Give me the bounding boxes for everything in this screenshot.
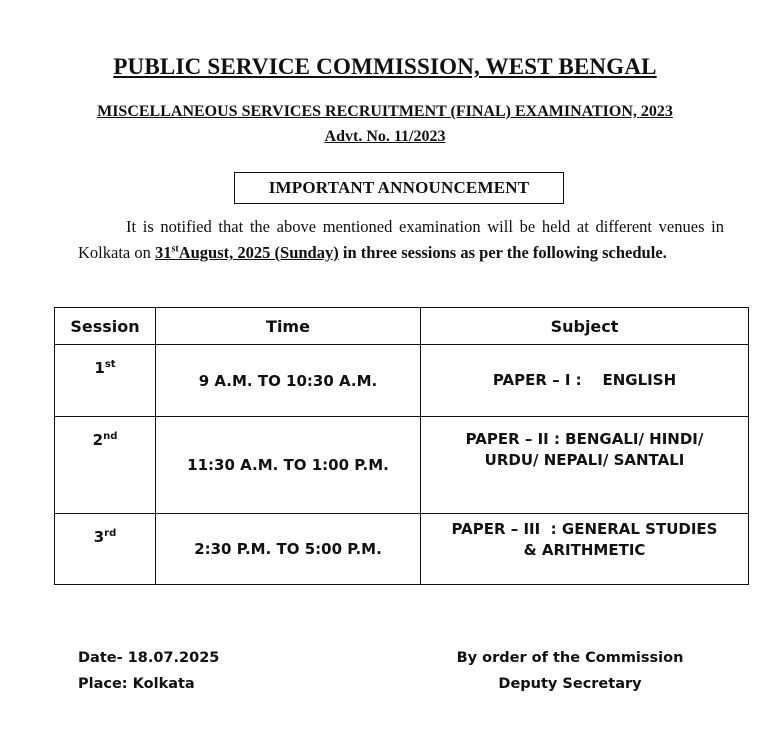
advt-text: Advt. No. 11/2023 [324,128,446,145]
time-cell: 9 A.M. TO 10:30 A.M. [156,345,421,417]
exam-schedule-table [54,307,749,585]
commission-name: PUBLIC SERVICE COMMISSION, WEST BENGAL [113,54,657,79]
time-cell: 2:30 P.M. TO 5:00 P.M. [156,514,421,585]
exam-name [0,103,770,121]
order-line: By order of the Commission [456,650,684,666]
exam-name-text: MISCELLANEOUS SERVICES RECRUITMENT (FINAL) EXAMINATION, 2023 [97,103,673,120]
table-row [55,345,749,417]
signature-block [420,645,720,697]
advertisement-number [0,128,770,146]
signatory-title: Deputy Secretary [498,676,642,692]
issue-place: Place: Kolkata [78,676,195,692]
session-cell: 3rd [55,514,156,585]
exam-date: 31stAugust, 2025 (Sunday) [154,243,339,262]
issue-details [78,645,219,697]
session-cell: 2nd [55,417,156,514]
issue-date: Date- 18.07.2025 [78,650,220,666]
table-row [55,417,749,514]
time-cell: 11:30 A.M. TO 1:00 P.M. [156,417,421,514]
notice-title [0,54,770,80]
announcement-text-1: It is notified that the above mentioned examination will be held at different venues in Kolkata on [78,217,724,262]
subject-cell: PAPER – I : ENGLISH [421,345,749,417]
session-cell: 1st [55,345,156,417]
announcement-heading: IMPORTANT ANNOUNCEMENT [234,172,564,204]
table-header-row [55,308,749,345]
header-subject: Subject [421,308,749,345]
header-session: Session [55,308,156,345]
table-row [55,514,749,585]
subject-cell: PAPER – III : GENERAL STUDIES & ARITHMETIC [421,514,749,585]
announcement-paragraph [78,214,724,266]
announcement-text-2: in three sessions as per the following schedule. [338,243,667,262]
subject-cell: PAPER – II : BENGALI/ HINDI/ URDU/ NEPALI/ SANTALI [421,417,749,514]
header-time: Time [156,308,421,345]
